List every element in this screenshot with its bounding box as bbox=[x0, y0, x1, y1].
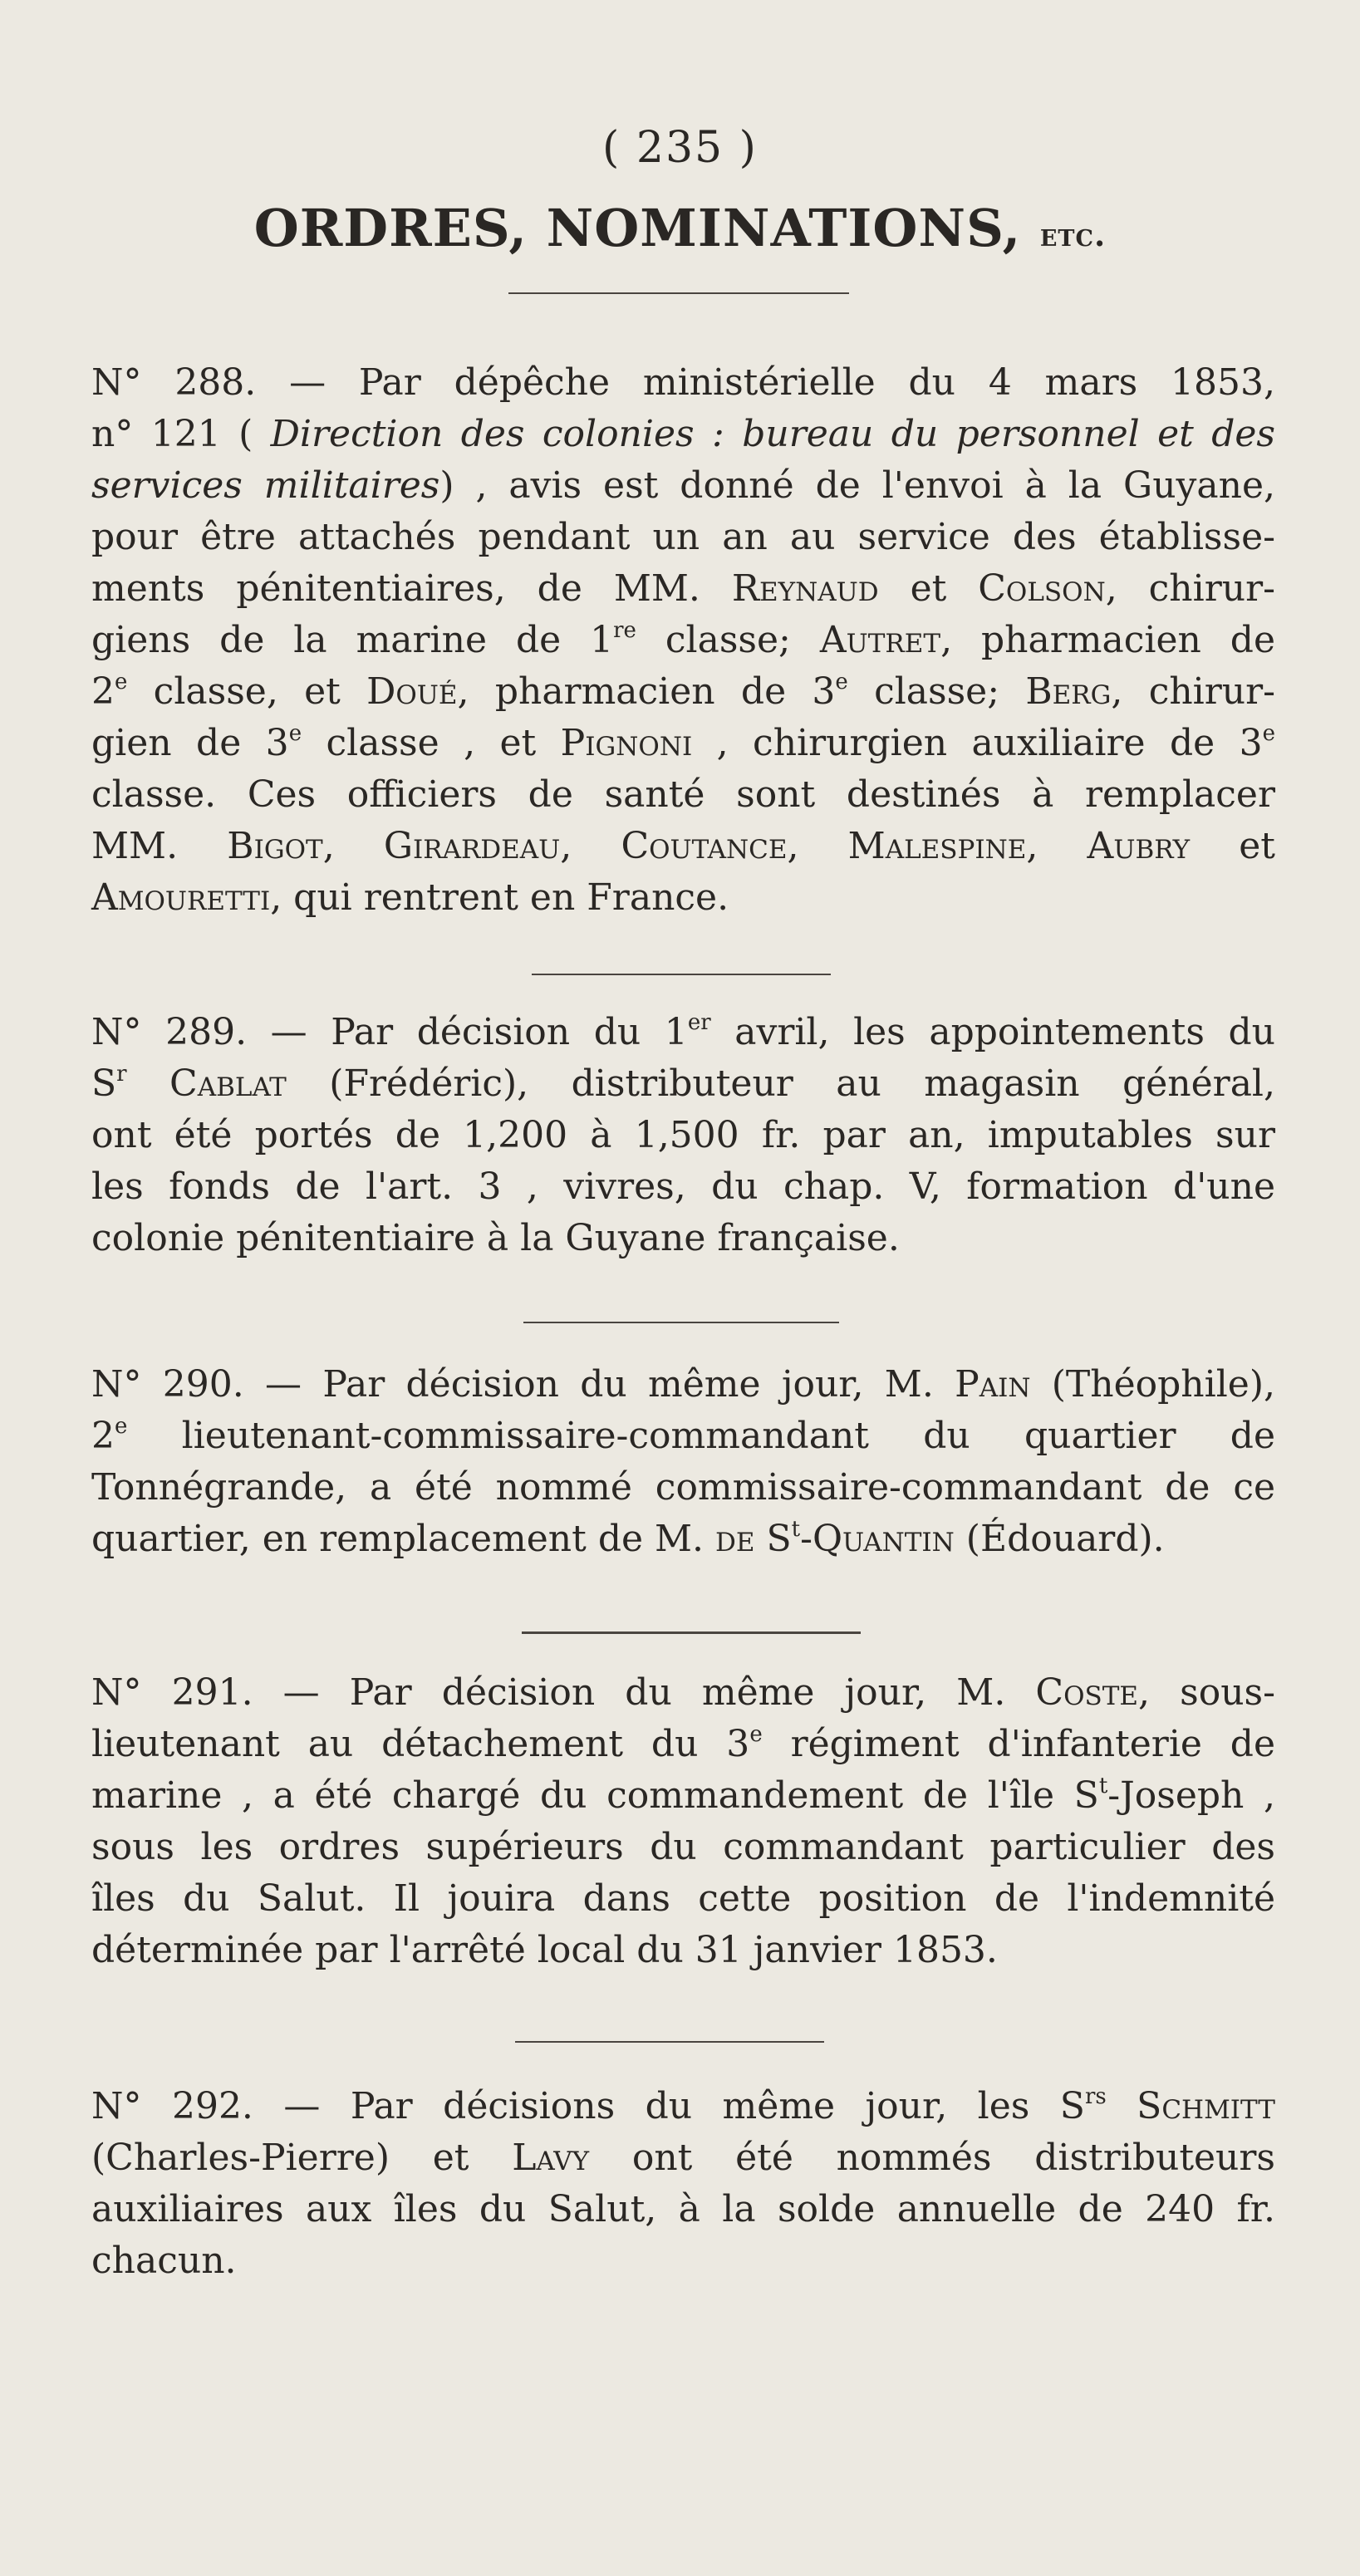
text-line: Amouretti, qui rentrent en France. bbox=[91, 876, 729, 919]
name-smallcaps: Malespine bbox=[847, 825, 1027, 867]
separator-rule bbox=[532, 974, 831, 975]
superscript: t bbox=[1098, 1774, 1108, 1798]
text-line: ments pénitentiaires, de MM. Reynaud et Colson, chirur- bbox=[91, 567, 1275, 610]
text-line: lieutenant au détachement du 3e régiment d'infanterie de bbox=[91, 1722, 1276, 1765]
text-line: n° 121 ( Direction des colonies : bureau du personnel et des bbox=[91, 413, 1275, 455]
text-line: MM. Bigot, Girardeau, Coutance, Malespine, Aubry et bbox=[91, 825, 1275, 867]
text-line: chacun. bbox=[91, 2240, 237, 2282]
separator-rule bbox=[523, 1322, 839, 1323]
text-line: auxiliaires aux îles du Salut, à la solde annuelle de 240 fr. bbox=[91, 2188, 1275, 2230]
italic-text: Direction des colonies : bureau du personnel et des bbox=[270, 413, 1275, 455]
superscript: t bbox=[791, 1517, 801, 1542]
text-line: N° 292. — Par décisions du même jour, les $S^{rs}$ Schmitt bbox=[91, 2084, 1275, 2127]
superscript: er bbox=[687, 1010, 711, 1035]
section-heading bbox=[0, 198, 1360, 258]
text-line: N° 288. — Par dépêche ministérielle du 4 mars 1853, bbox=[91, 361, 1275, 404]
text-line: N° 291. — Par décision du même jour, M. Coste, sous- bbox=[91, 1671, 1275, 1714]
name-smallcaps: de bbox=[715, 1518, 755, 1560]
text-line: 2e lieutenant-commissaire-commandant du quartier de bbox=[91, 1414, 1275, 1457]
text-line: Tonnégrande, a été nommé commissaire-commandant de ce bbox=[91, 1466, 1275, 1509]
name-smallcaps: Pain bbox=[955, 1363, 1031, 1406]
text-line: (Charles-Pierre) et Lavy ont été nommés distributeurs bbox=[91, 2137, 1275, 2179]
separator-rule bbox=[508, 292, 849, 294]
heading-etc: etc. bbox=[1039, 216, 1107, 253]
text-line: $S^r$ Cablat (Frédéric), distributeur au magasin général, bbox=[91, 1062, 1275, 1105]
text-line: N° 289. — Par décision du 1er avril, les appointements du bbox=[91, 1010, 1275, 1053]
name-smallcaps: Berg bbox=[1025, 670, 1112, 713]
heading-main: ORDRES, NOMINATIONS, bbox=[253, 198, 1022, 258]
text-line: ont été portés de 1,200 à 1,500 fr. par an, imputables sur bbox=[91, 1114, 1275, 1156]
name-smallcaps: Colson bbox=[978, 567, 1106, 610]
entry-292 bbox=[91, 2081, 1275, 2287]
text-line: les fonds de l'art. 3 , vivres, du chap. V, formation d'une bbox=[91, 1165, 1275, 1208]
entry-290 bbox=[91, 1359, 1275, 1565]
superscript: e bbox=[115, 1414, 128, 1439]
name-smallcaps: Pignoni bbox=[560, 722, 693, 764]
superscript: e bbox=[749, 1722, 763, 1747]
name-smallcaps: Bigot bbox=[227, 825, 323, 867]
text-line: pour être attachés pendant un an au service des établisse- bbox=[91, 516, 1275, 558]
separator-rule bbox=[515, 2041, 824, 2043]
text-line: services militaires) , avis est donné de l'envoi à la Guyane, bbox=[91, 464, 1275, 507]
name-smallcaps: Amouretti bbox=[91, 876, 271, 919]
text-line: déterminée par l'arrêté local du 31 janvier 1853. bbox=[91, 1929, 998, 1971]
text-line: quartier, en remplacement de M. de $S^t$-Quantin (Édouard). bbox=[91, 1517, 1165, 1560]
name-smallcaps: Aubry bbox=[1087, 825, 1191, 867]
text-line: îles du Salut. Il jouira dans cette position de l'indemnité bbox=[91, 1877, 1275, 1920]
superscript: r bbox=[116, 1062, 127, 1087]
text-line: gien de 3e classe , et Pignoni , chirurgien auxiliaire de 3e bbox=[91, 721, 1275, 764]
text-line: giens de la marine de 1re classe; Autret, pharmacien de bbox=[91, 618, 1275, 661]
name-smallcaps: Autret bbox=[819, 619, 941, 661]
text-line: colonie pénitentiaire à la Guyane française. bbox=[91, 1217, 900, 1259]
entry-291 bbox=[91, 1667, 1275, 1976]
text-line: 2e classe, et Doué, pharmacien de 3e classe; Berg, chirur- bbox=[91, 670, 1276, 713]
page-number: ( 235 ) bbox=[602, 123, 758, 173]
superscript: e bbox=[835, 670, 848, 694]
separator-rule bbox=[522, 1631, 861, 1634]
text-line: classe. Ces officiers de santé sont destinés à remplacer bbox=[91, 773, 1275, 816]
superscript: e bbox=[1262, 721, 1275, 746]
text-line: N° 290. — Par décision du même jour, M. Pain (Théophile), bbox=[91, 1363, 1275, 1406]
superscript: e bbox=[288, 721, 302, 746]
text-line: marine , a été chargé du commandement de l'île $S^t$-Joseph , bbox=[91, 1774, 1275, 1817]
italic-text: services militaires bbox=[91, 464, 440, 507]
name-smallcaps: Doué bbox=[366, 670, 458, 713]
name-smallcaps: Coutance bbox=[621, 825, 788, 867]
name-smallcaps: Reynaud bbox=[731, 567, 879, 610]
text-line: sous les ordres supérieurs du commandant particulier des bbox=[91, 1826, 1275, 1868]
name-smallcaps: Coste bbox=[1035, 1671, 1139, 1714]
name-smallcaps: Quantin bbox=[812, 1518, 955, 1560]
superscript: e bbox=[115, 670, 128, 694]
superscript: rs bbox=[1084, 2084, 1107, 2109]
entry-288 bbox=[91, 357, 1275, 924]
name-smallcaps: Lavy bbox=[512, 2137, 590, 2179]
name-smallcaps: Girardeau bbox=[383, 825, 561, 867]
superscript: re bbox=[613, 618, 636, 643]
name-smallcaps: Cablat bbox=[169, 1062, 287, 1105]
entry-289 bbox=[91, 1007, 1275, 1264]
name-smallcaps: Schmitt bbox=[1137, 2085, 1275, 2127]
